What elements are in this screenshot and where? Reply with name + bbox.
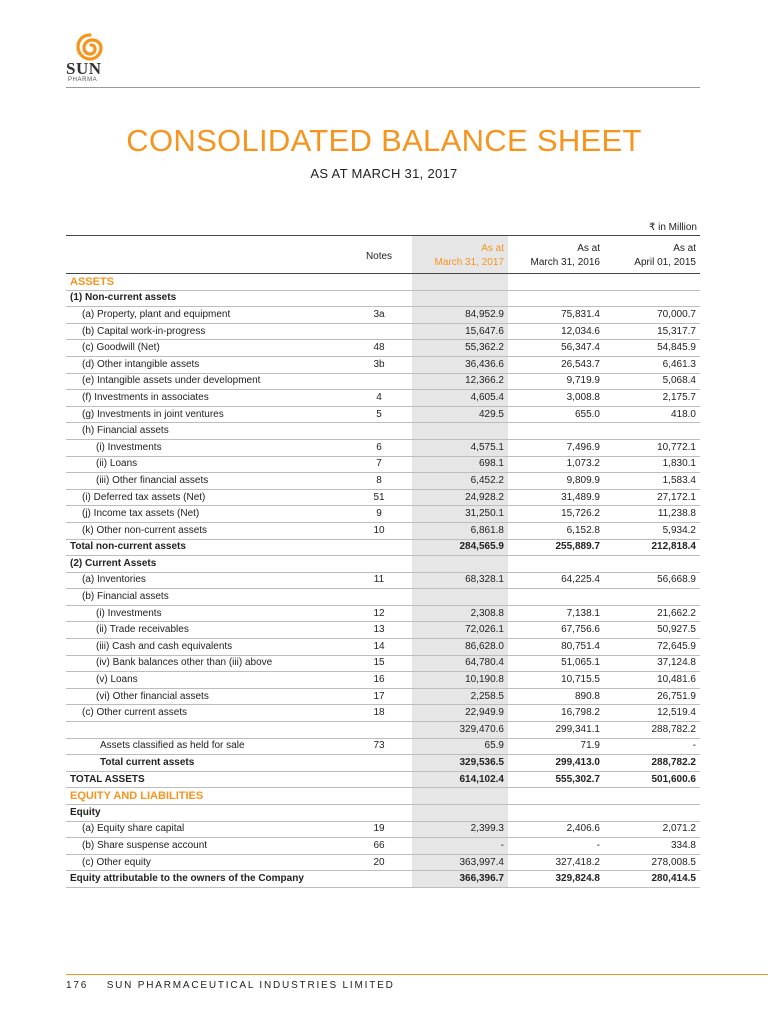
table-row [66, 506, 700, 523]
row-value-2016: 1,073.2 [508, 456, 604, 473]
row-value-2017: 6,861.8 [412, 522, 508, 539]
row-value-2016: 299,413.0 [508, 755, 604, 772]
row-label: Equity [66, 805, 346, 822]
row-note: 19 [346, 821, 412, 838]
row-note [346, 589, 412, 606]
row-value-2017: 15,647.6 [412, 323, 508, 340]
footer-divider [66, 974, 768, 975]
row-label: Total non-current assets [66, 539, 346, 556]
row-value-2016 [508, 589, 604, 606]
row-value-2017: 31,250.1 [412, 506, 508, 523]
row-value-2017: 10,190.8 [412, 672, 508, 689]
header-label-blank-2 [66, 256, 346, 274]
row-value-2016: 6,152.8 [508, 522, 604, 539]
units-label: ₹ in Million [648, 222, 697, 233]
row-note: 9 [346, 506, 412, 523]
row-value-2016: 299,341.1 [508, 722, 604, 739]
row-note [346, 805, 412, 822]
table-row [66, 473, 700, 490]
table-row [66, 838, 700, 855]
logo-name: SUN [66, 59, 102, 78]
row-label: (i) Investments [66, 439, 346, 456]
row-value-2015: 54,845.9 [604, 340, 700, 357]
row-value-2017: 55,362.2 [412, 340, 508, 357]
row-note: 73 [346, 738, 412, 755]
row-value-2016: 9,719.9 [508, 373, 604, 390]
row-label: (c) Goodwill (Net) [66, 340, 346, 357]
row-label: (k) Other non-current assets [66, 522, 346, 539]
row-label: (a) Property, plant and equipment [66, 307, 346, 324]
row-label: Equity attributable to the owners of the Company [66, 871, 346, 888]
row-note: 15 [346, 655, 412, 672]
row-value-2015: 72,645.9 [604, 639, 700, 656]
row-value-2016: 51,065.1 [508, 655, 604, 672]
company-name: SUN PHARMACEUTICAL INDUSTRIES LIMITED [106, 980, 395, 991]
sun-pharma-logo [66, 32, 116, 84]
row-value-2015: 5,068.4 [604, 373, 700, 390]
row-value-2017: 24,928.2 [412, 489, 508, 506]
row-label: (i) Deferred tax assets (Net) [66, 489, 346, 506]
row-value-2015: 10,772.1 [604, 439, 700, 456]
table-row [66, 605, 700, 622]
row-value-2015: 288,782.2 [604, 722, 700, 739]
row-value-2016: 10,715.5 [508, 672, 604, 689]
table-row [66, 672, 700, 689]
row-value-2016: 80,751.4 [508, 639, 604, 656]
row-value-2015: 11,238.8 [604, 506, 700, 523]
table-row [66, 572, 700, 589]
row-note [346, 274, 412, 291]
row-label: Assets classified as held for sale [66, 738, 346, 755]
table-row [66, 456, 700, 473]
row-label: Total current assets [66, 755, 346, 772]
row-note [346, 722, 412, 739]
row-value-2017: 12,366.2 [412, 373, 508, 390]
row-value-2016: 655.0 [508, 406, 604, 423]
balance-sheet-table [66, 235, 700, 888]
row-value-2016: 327,418.2 [508, 854, 604, 871]
row-value-2015: 418.0 [604, 406, 700, 423]
row-note: 66 [346, 838, 412, 855]
table-row [66, 522, 700, 539]
row-label: (ii) Loans [66, 456, 346, 473]
row-note: 11 [346, 572, 412, 589]
row-note: 14 [346, 639, 412, 656]
row-value-2016 [508, 788, 604, 805]
row-note [346, 373, 412, 390]
row-value-2015 [604, 805, 700, 822]
header-label-blank [66, 236, 346, 257]
row-value-2015: 21,662.2 [604, 605, 700, 622]
row-label: (i) Investments [66, 605, 346, 622]
row-value-2016: 2,406.6 [508, 821, 604, 838]
row-value-2015: 280,414.5 [604, 871, 700, 888]
row-note: 13 [346, 622, 412, 639]
row-value-2015: 12,519.4 [604, 705, 700, 722]
table-row [66, 406, 700, 423]
table-row [66, 274, 700, 291]
row-value-2017: 284,565.9 [412, 539, 508, 556]
row-note [346, 423, 412, 440]
row-label: (j) Income tax assets (Net) [66, 506, 346, 523]
row-value-2017: 614,102.4 [412, 771, 508, 788]
row-note [346, 539, 412, 556]
row-label: (b) Share suspense account [66, 838, 346, 855]
row-value-2017: 22,949.9 [412, 705, 508, 722]
row-label: (b) Financial assets [66, 589, 346, 606]
row-value-2017: 72,026.1 [412, 622, 508, 639]
page-subtitle: AS AT MARCH 31, 2017 [310, 166, 458, 181]
row-value-2015: 15,317.7 [604, 323, 700, 340]
row-value-2016: 555,302.7 [508, 771, 604, 788]
row-note: 17 [346, 688, 412, 705]
row-value-2016: 9,809.9 [508, 473, 604, 490]
table-row [66, 323, 700, 340]
balance-sheet-body [66, 274, 700, 888]
row-value-2017: 64,780.4 [412, 655, 508, 672]
row-label: (2) Current Assets [66, 556, 346, 573]
row-value-2015: 334.8 [604, 838, 700, 855]
row-label: (e) Intangible assets under development [66, 373, 346, 390]
table-row [66, 639, 700, 656]
header-col2-line2: March 31, 2016 [508, 256, 604, 274]
row-note: 4 [346, 390, 412, 407]
row-label: (vi) Other financial assets [66, 688, 346, 705]
table-row [66, 821, 700, 838]
row-value-2015 [604, 589, 700, 606]
row-label: (c) Other equity [66, 854, 346, 871]
row-label: (h) Financial assets [66, 423, 346, 440]
row-value-2017: - [412, 838, 508, 855]
row-note: 7 [346, 456, 412, 473]
row-value-2017 [412, 423, 508, 440]
row-value-2016: 64,225.4 [508, 572, 604, 589]
row-value-2016: 15,726.2 [508, 506, 604, 523]
row-value-2015: 212,818.4 [604, 539, 700, 556]
table-row [66, 722, 700, 739]
table-row [66, 805, 700, 822]
row-value-2015 [604, 788, 700, 805]
row-note [346, 771, 412, 788]
row-value-2017: 2,308.8 [412, 605, 508, 622]
row-value-2015: 50,927.5 [604, 622, 700, 639]
row-note: 51 [346, 489, 412, 506]
table-row [66, 655, 700, 672]
row-value-2017 [412, 805, 508, 822]
row-value-2016 [508, 290, 604, 307]
page-footer [66, 980, 395, 991]
header-col3-line1: As at [604, 236, 700, 257]
header-col1-line1: As at [412, 236, 508, 257]
row-value-2017: 366,396.7 [412, 871, 508, 888]
row-value-2015 [604, 274, 700, 291]
table-row [66, 439, 700, 456]
sun-logo-icon [74, 32, 106, 62]
row-value-2015: 2,071.2 [604, 821, 700, 838]
row-value-2017: 4,605.4 [412, 390, 508, 407]
row-value-2016: 7,496.9 [508, 439, 604, 456]
row-note [346, 755, 412, 772]
header-row-1 [66, 236, 700, 257]
row-value-2016 [508, 423, 604, 440]
table-row [66, 556, 700, 573]
row-value-2016: 56,347.4 [508, 340, 604, 357]
row-value-2016: 890.8 [508, 688, 604, 705]
table-row [66, 539, 700, 556]
row-value-2017: 2,399.3 [412, 821, 508, 838]
table-row [66, 688, 700, 705]
row-value-2015: 501,600.6 [604, 771, 700, 788]
row-label: (iii) Cash and cash equivalents [66, 639, 346, 656]
table-row [66, 871, 700, 888]
row-label: TOTAL ASSETS [66, 771, 346, 788]
row-value-2017: 698.1 [412, 456, 508, 473]
row-value-2017: 429.5 [412, 406, 508, 423]
row-value-2017: 36,436.6 [412, 356, 508, 373]
row-label: (ii) Trade receivables [66, 622, 346, 639]
row-label: (1) Non-current assets [66, 290, 346, 307]
table-row [66, 854, 700, 871]
table-row [66, 423, 700, 440]
row-value-2016: 26,543.7 [508, 356, 604, 373]
table-row [66, 373, 700, 390]
row-value-2015 [604, 290, 700, 307]
row-value-2016: 255,889.7 [508, 539, 604, 556]
row-value-2017: 2,258.5 [412, 688, 508, 705]
row-value-2017: 329,536.5 [412, 755, 508, 772]
table-row [66, 290, 700, 307]
row-label: (v) Loans [66, 672, 346, 689]
row-label: (b) Capital work-in-progress [66, 323, 346, 340]
row-value-2016: 67,756.6 [508, 622, 604, 639]
row-value-2015: 37,124.8 [604, 655, 700, 672]
table-row [66, 771, 700, 788]
row-label: EQUITY AND LIABILITIES [66, 788, 346, 805]
row-value-2015: 10,481.6 [604, 672, 700, 689]
row-value-2016: 71.9 [508, 738, 604, 755]
row-value-2015: 2,175.7 [604, 390, 700, 407]
table-row [66, 622, 700, 639]
row-value-2017 [412, 274, 508, 291]
row-value-2015 [604, 556, 700, 573]
row-note: 8 [346, 473, 412, 490]
row-value-2016: 31,489.9 [508, 489, 604, 506]
row-label: (a) Equity share capital [66, 821, 346, 838]
row-value-2015: 6,461.3 [604, 356, 700, 373]
table-row [66, 390, 700, 407]
row-value-2015: 288,782.2 [604, 755, 700, 772]
row-note [346, 290, 412, 307]
row-value-2017: 329,470.6 [412, 722, 508, 739]
header-col2-line1: As at [508, 236, 604, 257]
row-note: 48 [346, 340, 412, 357]
row-note [346, 323, 412, 340]
row-note [346, 556, 412, 573]
row-label: (d) Other intangible assets [66, 356, 346, 373]
table-row [66, 340, 700, 357]
row-note: 3a [346, 307, 412, 324]
table-row [66, 788, 700, 805]
row-value-2015: 27,172.1 [604, 489, 700, 506]
row-value-2017: 4,575.1 [412, 439, 508, 456]
table-row [66, 705, 700, 722]
row-value-2016 [508, 556, 604, 573]
row-value-2016 [508, 274, 604, 291]
row-value-2016: 75,831.4 [508, 307, 604, 324]
row-value-2015: - [604, 738, 700, 755]
row-value-2015: 1,830.1 [604, 456, 700, 473]
page-number: 176 [66, 980, 89, 991]
row-value-2015: 278,008.5 [604, 854, 700, 871]
header-divider [66, 87, 700, 88]
row-note: 10 [346, 522, 412, 539]
row-value-2015: 26,751.9 [604, 688, 700, 705]
row-value-2017: 6,452.2 [412, 473, 508, 490]
row-value-2015: 70,000.7 [604, 307, 700, 324]
row-value-2015: 5,934.2 [604, 522, 700, 539]
table-row [66, 738, 700, 755]
row-label: (iv) Bank balances other than (iii) above [66, 655, 346, 672]
table-row [66, 755, 700, 772]
row-value-2017: 68,328.1 [412, 572, 508, 589]
row-value-2016: 3,008.8 [508, 390, 604, 407]
row-label: (iii) Other financial assets [66, 473, 346, 490]
row-value-2015 [604, 423, 700, 440]
row-value-2015: 56,668.9 [604, 572, 700, 589]
table-row [66, 356, 700, 373]
row-note: 5 [346, 406, 412, 423]
row-label: (f) Investments in associates [66, 390, 346, 407]
row-value-2016: 7,138.1 [508, 605, 604, 622]
row-label: (c) Other current assets [66, 705, 346, 722]
row-note [346, 788, 412, 805]
logo-sub: PHARMA [68, 77, 98, 83]
row-value-2017 [412, 788, 508, 805]
row-note: 6 [346, 439, 412, 456]
table-row [66, 307, 700, 324]
page-title: CONSOLIDATED BALANCE SHEET [126, 123, 642, 158]
row-value-2017 [412, 589, 508, 606]
row-value-2016: - [508, 838, 604, 855]
row-label [66, 722, 346, 739]
row-label: (g) Investments in joint ventures [66, 406, 346, 423]
row-value-2016: 329,824.8 [508, 871, 604, 888]
header-col3-line2: April 01, 2015 [604, 256, 700, 274]
row-note: 20 [346, 854, 412, 871]
row-note: 12 [346, 605, 412, 622]
header-notes: Notes [346, 236, 412, 274]
row-value-2016: 12,034.6 [508, 323, 604, 340]
row-note: 16 [346, 672, 412, 689]
row-value-2016: 16,798.2 [508, 705, 604, 722]
row-value-2017 [412, 556, 508, 573]
row-note: 3b [346, 356, 412, 373]
row-value-2017: 363,997.4 [412, 854, 508, 871]
row-value-2015: 1,583.4 [604, 473, 700, 490]
row-value-2017: 86,628.0 [412, 639, 508, 656]
table-row [66, 589, 700, 606]
table-row [66, 489, 700, 506]
header-col1-line2: March 31, 2017 [412, 256, 508, 274]
row-label: ASSETS [66, 274, 346, 291]
row-value-2017: 84,952.9 [412, 307, 508, 324]
row-value-2017 [412, 290, 508, 307]
row-value-2017: 65.9 [412, 738, 508, 755]
row-label: (a) Inventories [66, 572, 346, 589]
row-note [346, 871, 412, 888]
row-note: 18 [346, 705, 412, 722]
row-value-2016 [508, 805, 604, 822]
